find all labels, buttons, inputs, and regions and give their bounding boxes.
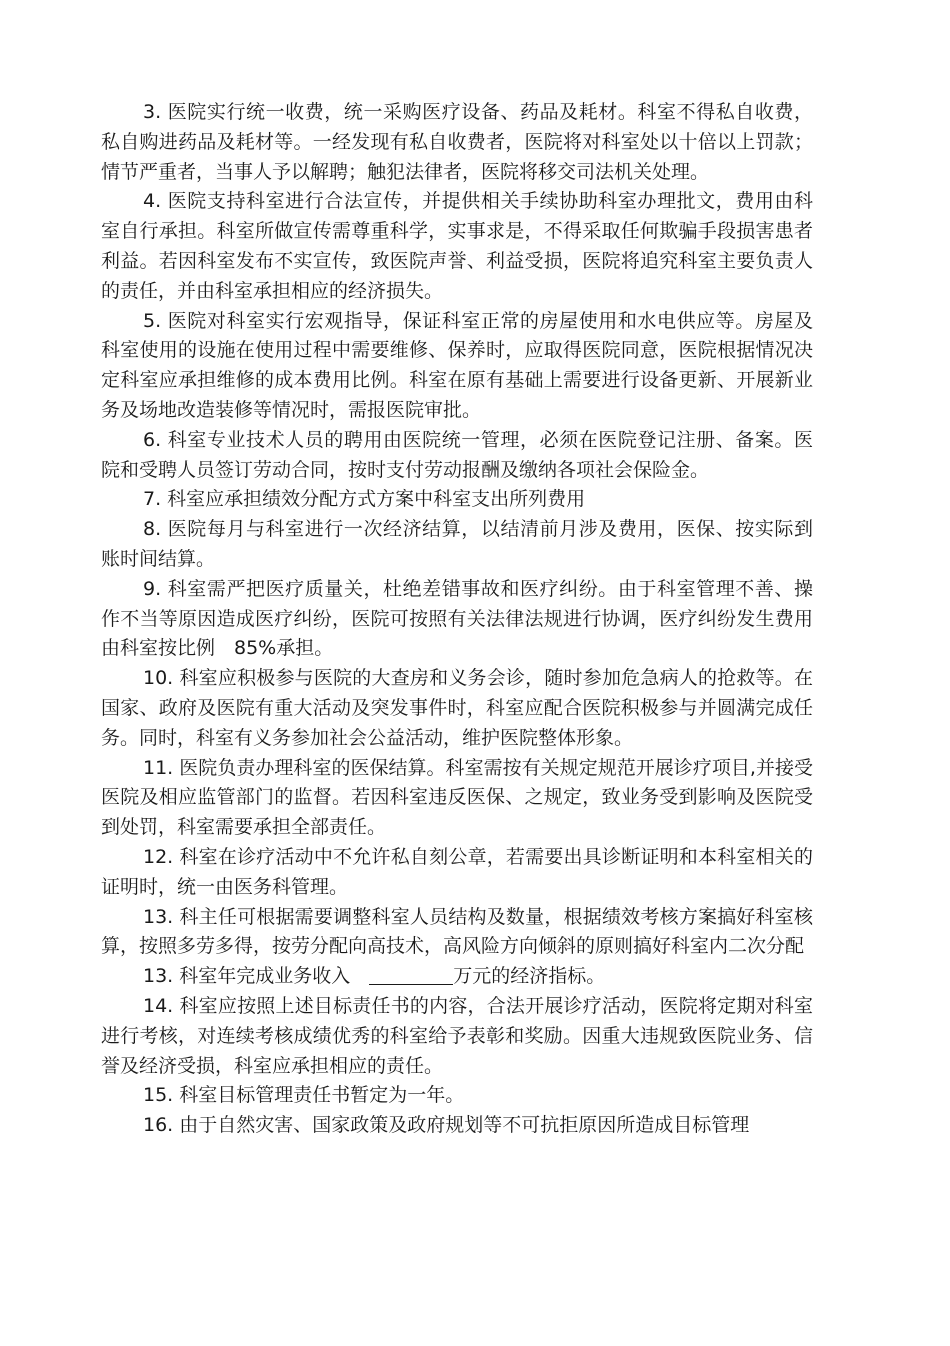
clause-6: 6. 科室专业技术人员的聘用由医院统一管理，必须在医院登记注册、备案。医院和受聘人员签订劳动合同，按时支付劳动报酬及缴纳各项社会保险金。 — [101, 428, 813, 481]
revenue-blank-field[interactable] — [369, 966, 453, 985]
clause-11: 11. 医院负责办理科室的医保结算。科室需按有关规定规范开展诊疗项目,并接受医院及相应监管部门的监督。若因科室违反医保、之规定，致业务受到影响及医院受到处罚，科室需要承担全部责任。 — [101, 756, 813, 839]
clause-7: 7. 科室应承担绩效分配方式方案中科室支出所列费用 — [143, 488, 586, 511]
clause-13-revenue — [101, 962, 813, 992]
document-body — [101, 98, 813, 1141]
clause-5: 5. 医院对科室实行宏观指导，保证科室正常的房屋使用和水电供应等。房屋及科室使用的设施在使用过程中需要维修、保养时，应取得医院同意，医院根据情况决定科室应承担维修的成本费用比例。科室在原有基础上需要进行设备更新、开展新业务及场地改造装修等情况时，需报医院审批。 — [101, 309, 813, 421]
revenue-text-before: 13. 科室年完成业务收入 — [143, 965, 370, 988]
clause-4: 4. 医院支持科室进行合法宣传，并提供相关手续协助科室办理批文，费用由科室自行承担。科室所做宣传需尊重科学，实事求是，不得采取任何欺骗手段损害患者利益。若因科室发布不实宣传，致医院声誉、利益受损，医院将追究科室主要负责人的责任，并由科室承担相应的经济损失。 — [101, 190, 813, 302]
clause-3: 3. 医院实行统一收费，统一采购医疗设备、药品及耗材。科室不得私自收费，私自购进药品及耗材等。一经发现有私自收费者，医院将对科室处以十倍以上罚款；情节严重者，当事人予以解聘；触犯法律者，医院将移交司法机关处理。 — [101, 101, 813, 183]
clause-14: 14. 科室应按照上述目标责任书的内容，合法开展诊疗活动，医院将定期对科室进行考核，对连续考核成绩优秀的科室给予表彰和奖励。因重大违规致医院业务、信誉及经济受损，科室应承担相应的责任。 — [101, 994, 813, 1077]
revenue-text-after: 万元的经济指标。 — [453, 965, 606, 988]
clause-12: 12. 科室在诊疗活动中不允许私自刻公章，若需要出具诊断证明和本科室相关的证明时，统一由医务科管理。 — [101, 845, 813, 898]
clause-10: 10. 科室应积极参与医院的大查房和义务会诊，随时参加危急病人的抢救等。在国家、政府及医院有重大活动及突发事件时，科室应配合医院积极参与并圆满完成任务。同时，科室有义务参加社会公益活动，维护医院整体形象。 — [101, 667, 813, 749]
clause-9: 9. 科室需严把医疗质量关，杜绝差错事故和医疗纠纷。由于科室管理不善、操作不当等原因造成医疗纠纷，医院可按照有关法律法规进行协调，医疗纠纷发生费用由科室按比例 85%承担。 — [101, 577, 813, 660]
clause-13-staffing: 13. 科主任可根据需要调整科室人员结构及数量，根据绩效考核方案搞好科室核算，按照多劳多得，按劳分配向高技术，高风险方向倾斜的原则搞好科室内二次分配 — [101, 905, 813, 958]
clause-8: 8. 医院每月与科室进行一次经济结算，以结清前月涉及费用，医保、按实际到账时间结算。 — [101, 518, 813, 570]
clause-15: 15. 科室目标管理责任书暂定为一年。 — [143, 1084, 465, 1107]
clause-16: 16. 由于自然灾害、国家政策及政府规划等不可抗拒原因所造成目标管理 — [143, 1114, 750, 1137]
